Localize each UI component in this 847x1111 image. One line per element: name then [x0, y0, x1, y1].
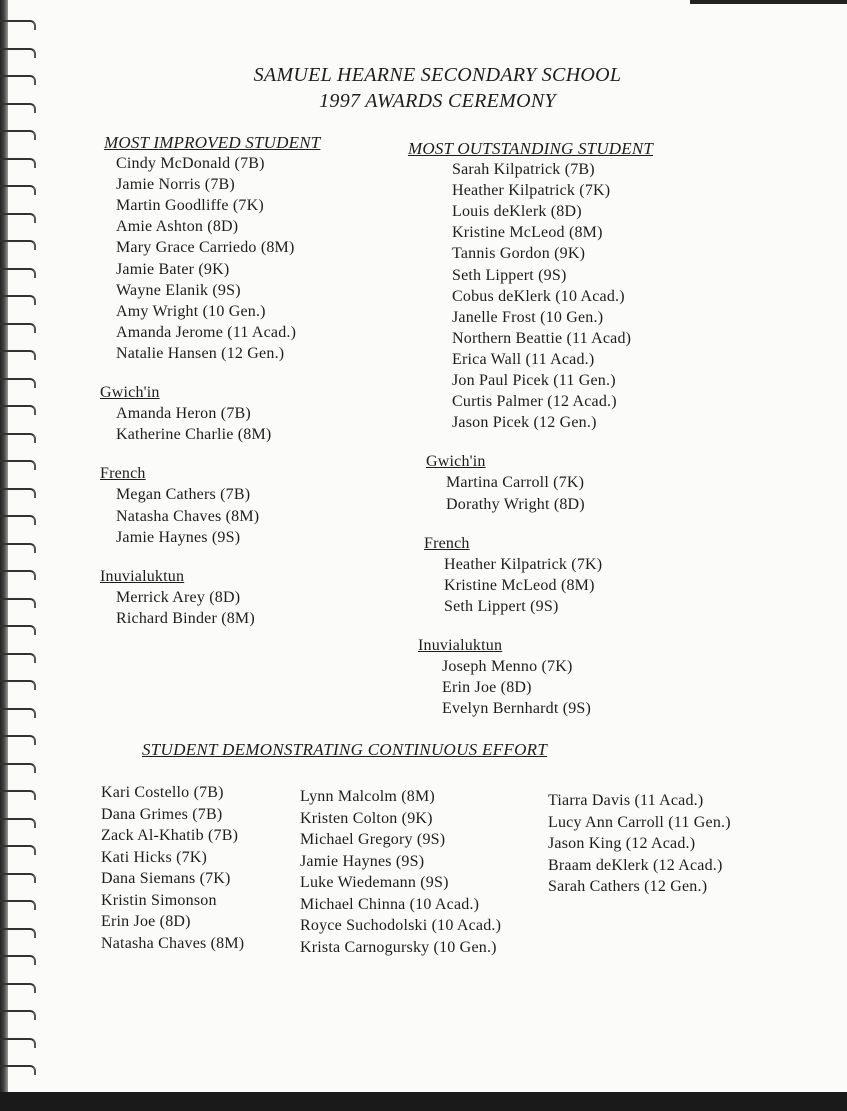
- binding-ring: [0, 433, 36, 443]
- student-entry: Martin Goodliffe (7K): [116, 197, 264, 215]
- student-entry: Luke Wiedemann (9S): [300, 874, 449, 891]
- continuous-effort-column-1: [101, 782, 244, 954]
- most-improved-french-list: [100, 484, 320, 547]
- student-entry: Jon Paul Picek (11 Gen.): [452, 372, 616, 390]
- binding-ring: [0, 185, 36, 195]
- binding-ring: [0, 625, 36, 635]
- binding-ring: [0, 845, 36, 855]
- most-improved-gwichin-heading: Gwich'in: [100, 384, 160, 402]
- student-entry: Cindy McDonald (7B): [116, 155, 265, 173]
- spiral-binding: [0, 0, 40, 1111]
- most-outstanding-french-list: [424, 554, 653, 617]
- student-entry: Sarah Cathers (12 Gen.): [548, 878, 708, 895]
- student-entry: Royce Suchodolski (10 Acad.): [300, 917, 502, 934]
- continuous-effort-heading: STUDENT DEMONSTRATING CONTINUOUS EFFORT: [142, 740, 548, 759]
- student-entry: Louis deKlerk (8D): [452, 203, 582, 221]
- binding-ring: [0, 48, 36, 58]
- student-entry: Seth Lippert (9S): [452, 266, 567, 284]
- student-entry: Mary Grace Carriedo (8M): [116, 239, 295, 257]
- binding-ring: [0, 818, 36, 828]
- binding-ring: [0, 955, 36, 965]
- student-entry: Amie Ashton (8D): [116, 218, 239, 236]
- student-entry: Lynn Malcolm (8M): [300, 788, 435, 805]
- student-entry: Sarah Kilpatrick (7B): [452, 161, 595, 179]
- student-entry: Michael Gregory (9S): [300, 831, 446, 848]
- binding-ring: [0, 1010, 36, 1020]
- left-column: [100, 132, 320, 647]
- student-entry: Katherine Charlie (8M): [116, 426, 272, 444]
- page-edge-shadow-top: [690, 0, 847, 4]
- student-entry: Jason King (12 Acad.): [548, 835, 696, 852]
- binding-ring: [0, 983, 36, 993]
- student-entry: Zack Al-Khatib (7B): [101, 827, 239, 844]
- student-entry: Dana Siemans (7K): [101, 870, 231, 887]
- binding-ring: [0, 708, 36, 718]
- most-improved-french-heading: French: [100, 465, 146, 483]
- student-entry: Kristine McLeod (8M): [452, 224, 603, 242]
- most-improved-heading: MOST IMPROVED STUDENT: [104, 133, 321, 152]
- binding-ring: [0, 900, 36, 910]
- student-entry: Joseph Menno (7K): [442, 658, 573, 676]
- student-entry: Kristine McLeod (8M): [444, 576, 595, 594]
- most-outstanding-french-heading: French: [424, 534, 470, 552]
- student-entry: Jamie Haynes (9S): [300, 852, 425, 870]
- student-entry: Jamie Bater (9K): [116, 260, 230, 278]
- binding-ring: [0, 598, 36, 608]
- most-outstanding-list: [408, 159, 653, 433]
- student-entry: Natasha Chaves (8M): [116, 507, 260, 525]
- student-entry: Erica Wall (11 Acad.): [452, 350, 595, 368]
- student-entry: Richard Binder (8M): [116, 609, 255, 627]
- student-entry: Amanda Heron (7B): [116, 405, 251, 423]
- continuous-effort-column-3: [548, 790, 731, 898]
- binding-ring: [0, 653, 36, 663]
- student-entry: Janelle Frost (10 Gen.): [452, 308, 604, 326]
- binding-ring: [0, 515, 36, 525]
- school-title: SAMUEL HEARNE SECONDARY SCHOOL: [253, 64, 622, 86]
- most-improved-gwichin-list: [100, 403, 320, 445]
- binding-ring: [0, 1038, 36, 1048]
- student-entry: Northern Beattie (11 Acad): [452, 329, 632, 347]
- student-entry: Amanda Jerome (11 Acad.): [116, 323, 297, 341]
- student-entry: Cobus deKlerk (10 Acad.): [452, 287, 625, 305]
- student-entry: Tiarra Davis (11 Acad.): [548, 792, 704, 809]
- student-entry: Kristen Colton (9K): [300, 809, 433, 827]
- student-entry: Heather Kilpatrick (7K): [452, 182, 611, 200]
- student-entry: Amy Wright (10 Gen.): [116, 302, 266, 320]
- continuous-effort-column-2: [300, 786, 501, 958]
- student-entry: Evelyn Bernhardt (9S): [442, 700, 592, 718]
- student-entry: Kati Hicks (7K): [101, 848, 208, 866]
- binding-ring: [0, 130, 36, 140]
- binding-ring: [0, 1065, 36, 1075]
- binding-ring: [0, 460, 36, 470]
- most-improved-inuvialuktun-list: [100, 587, 320, 629]
- student-entry: Kari Costello (7B): [101, 784, 224, 801]
- student-entry: Krista Carnogursky (10 Gen.): [300, 938, 497, 956]
- student-entry: Tannis Gordon (9K): [452, 245, 586, 263]
- binding-ring: [0, 323, 36, 333]
- binding-ring: [0, 405, 36, 415]
- student-entry: Michael Chinna (10 Acad.): [300, 895, 480, 913]
- binding-ring: [0, 488, 36, 498]
- binding-ring: [0, 158, 36, 168]
- student-entry: Erin Joe (8D): [442, 679, 532, 697]
- student-entry: Jamie Haynes (9S): [116, 528, 241, 546]
- student-entry: Curtis Palmer (12 Acad.): [452, 393, 617, 411]
- most-outstanding-heading: MOST OUTSTANDING STUDENT: [408, 139, 654, 158]
- binding-ring: [0, 240, 36, 250]
- binding-ring: [0, 20, 36, 30]
- page-edge-shadow-bottom: [0, 1092, 847, 1111]
- student-entry: Wayne Elanik (9S): [116, 281, 241, 299]
- student-entry: Dana Grimes (7B): [101, 805, 223, 823]
- binding-ring: [0, 268, 36, 278]
- binding-ring: [0, 295, 36, 305]
- most-outstanding-gwichin-heading: Gwich'in: [426, 453, 486, 471]
- binding-ring: [0, 543, 36, 553]
- most-outstanding-gwichin-list: [426, 472, 653, 514]
- most-outstanding-inuvialuktun-heading: Inuvialuktun: [418, 636, 503, 654]
- binding-ring: [0, 378, 36, 388]
- student-entry: Merrick Arey (8D): [116, 588, 241, 606]
- event-title: 1997 AWARDS CEREMONY: [319, 90, 556, 112]
- binding-ring: [0, 570, 36, 580]
- most-outstanding-inuvialuktun-list: [418, 656, 653, 719]
- student-entry: Erin Joe (8D): [101, 913, 191, 930]
- student-entry: Lucy Ann Carroll (11 Gen.): [548, 813, 731, 831]
- student-entry: Martina Carroll (7K): [446, 474, 585, 492]
- student-entry: Jamie Norris (7B): [116, 176, 235, 194]
- binding-ring: [0, 790, 36, 800]
- binding-ring: [0, 763, 36, 773]
- student-entry: Jason Picek (12 Gen.): [452, 414, 597, 432]
- student-entry: Seth Lippert (9S): [444, 597, 559, 615]
- student-entry: Megan Cathers (7B): [116, 486, 251, 504]
- student-entry: Kristin Simonson: [101, 891, 217, 909]
- binding-ring: [0, 350, 36, 360]
- student-entry: Dorathy Wright (8D): [446, 495, 585, 513]
- binding-ring: [0, 873, 36, 883]
- right-column: [408, 138, 653, 737]
- most-improved-inuvialuktun-heading: Inuvialuktun: [100, 567, 185, 585]
- binding-ring: [0, 680, 36, 690]
- binding-ring: [0, 928, 36, 938]
- binding-ring: [0, 213, 36, 223]
- student-entry: Natalie Hansen (12 Gen.): [116, 344, 285, 362]
- student-entry: Natasha Chaves (8M): [101, 934, 245, 952]
- binding-ring: [0, 735, 36, 745]
- student-entry: Heather Kilpatrick (7K): [444, 555, 603, 573]
- most-improved-list: [100, 153, 320, 364]
- student-entry: Braam deKlerk (12 Acad.): [548, 856, 723, 874]
